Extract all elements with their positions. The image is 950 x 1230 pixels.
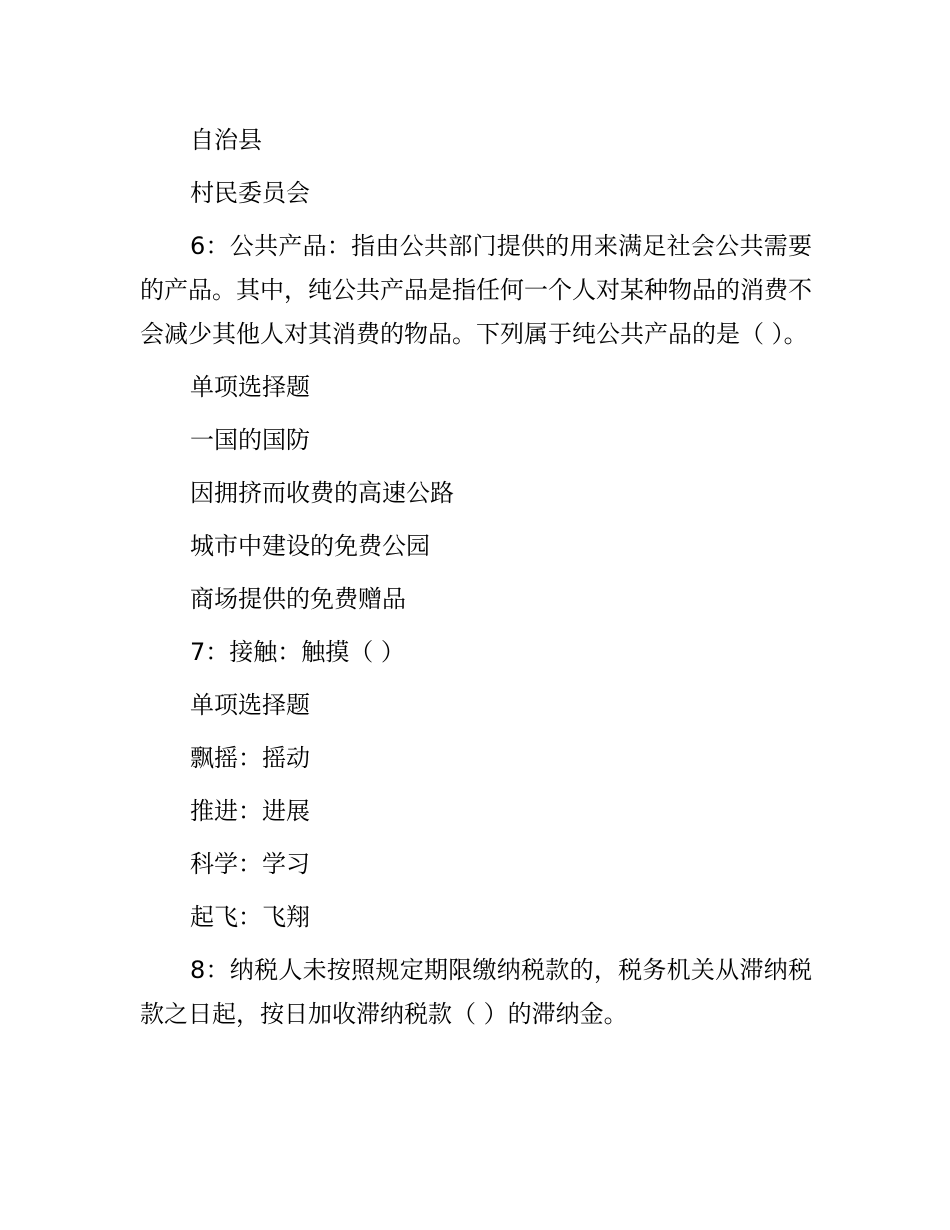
option-text: 村民委员会: [190, 179, 310, 207]
question-7-text: 7：接触：触摸（ ）: [190, 638, 405, 666]
option-text: 起飞：飞翔: [190, 903, 310, 931]
option-text: 因拥挤而收费的高速公路: [190, 479, 454, 507]
question-type-label: 单项选择题: [190, 691, 310, 719]
question-8-text: 8：纳税人未按照规定期限缴纳税款的，税务机关从滞纳税款之日起，按日加收滞纳税款（ ）的滞纳金。: [140, 956, 812, 1028]
option-text: 商场提供的免费赠品: [190, 585, 406, 613]
option-text: 飘摇：摇动: [190, 744, 310, 772]
option-text: 推进：进展: [190, 797, 310, 825]
question-type-label: 单项选择题: [190, 373, 310, 401]
option-text: 科学：学习: [190, 850, 310, 878]
option-text: 自治县: [190, 126, 262, 154]
document-body: [140, 114, 812, 1041]
question-6-text: 6：公共产品：指由公共部门提供的用来满足社会公共需要的产品。其中，纯公共产品是指任何一个人对某种物品的消费不会减少其他人对其消费的物品。下列属于纯公共产品的是（ ）。: [140, 232, 812, 348]
option-text: 一国的国防: [190, 426, 310, 454]
option-text: 城市中建设的免费公园: [190, 532, 430, 560]
